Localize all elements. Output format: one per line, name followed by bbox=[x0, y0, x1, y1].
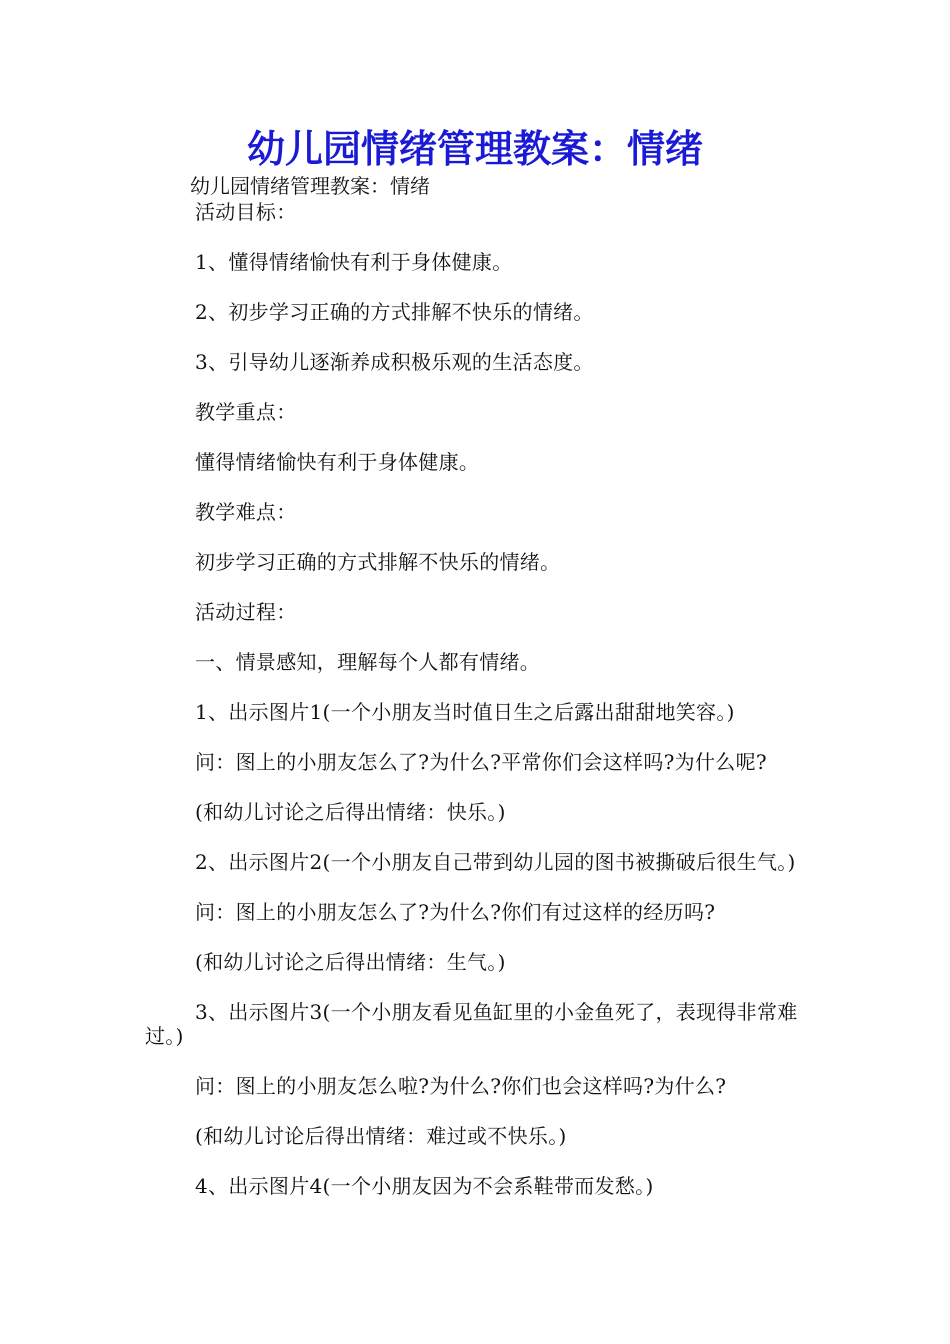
paragraph: 一、情景感知，理解每个人都有情绪。 bbox=[195, 650, 541, 674]
paragraph: 问：图上的小朋友怎么了?为什么?平常你们会这样吗?为什么呢? bbox=[195, 750, 767, 774]
paragraph: 问：图上的小朋友怎么啦?为什么?你们也会这样吗?为什么? bbox=[195, 1074, 727, 1098]
paragraph-goals-heading: 活动目标： bbox=[195, 200, 297, 224]
paragraph: (和幼儿讨论之后得出情绪：生气。) bbox=[195, 950, 506, 974]
paragraph: 3、出示图片3(一个小朋友看见鱼缸里的小金鱼死了，表现得非常难过。) bbox=[145, 1000, 798, 1048]
document-title: 幼儿园情绪管理教案：情绪 bbox=[246, 126, 703, 171]
paragraph: 2、初步学习正确的方式排解不快乐的情绪。 bbox=[195, 300, 594, 324]
document-body bbox=[145, 200, 811, 1198]
paragraph: 1、懂得情绪愉快有利于身体健康。 bbox=[195, 250, 513, 274]
paragraph: 1、出示图片1(一个小朋友当时值日生之后露出甜甜地笑容。) bbox=[195, 700, 735, 724]
paragraph: (和幼儿讨论后得出情绪：难过或不快乐。) bbox=[195, 1124, 567, 1148]
paragraph-key-point-heading: 教学重点： bbox=[195, 400, 297, 424]
paragraph: 3、引导幼儿逐渐养成积极乐观的生活态度。 bbox=[195, 350, 594, 374]
paragraph: 4、出示图片4(一个小朋友因为不会系鞋带而发愁。) bbox=[195, 1174, 654, 1198]
paragraph: 初步学习正确的方式排解不快乐的情绪。 bbox=[195, 550, 561, 574]
document-subtitle: 幼儿园情绪管理教案：情绪 bbox=[190, 174, 430, 198]
paragraph-difficulty-heading: 教学难点： bbox=[195, 500, 297, 524]
paragraph: 懂得情绪愉快有利于身体健康。 bbox=[195, 450, 480, 474]
paragraph: 问：图上的小朋友怎么了?为什么?你们有过这样的经历吗? bbox=[195, 900, 716, 924]
paragraph: 2、出示图片2(一个小朋友自己带到幼儿园的图书被撕破后很生气。) bbox=[195, 850, 796, 874]
paragraph: (和幼儿讨论之后得出情绪：快乐。) bbox=[195, 800, 506, 824]
paragraph-process-heading: 活动过程： bbox=[195, 600, 297, 624]
